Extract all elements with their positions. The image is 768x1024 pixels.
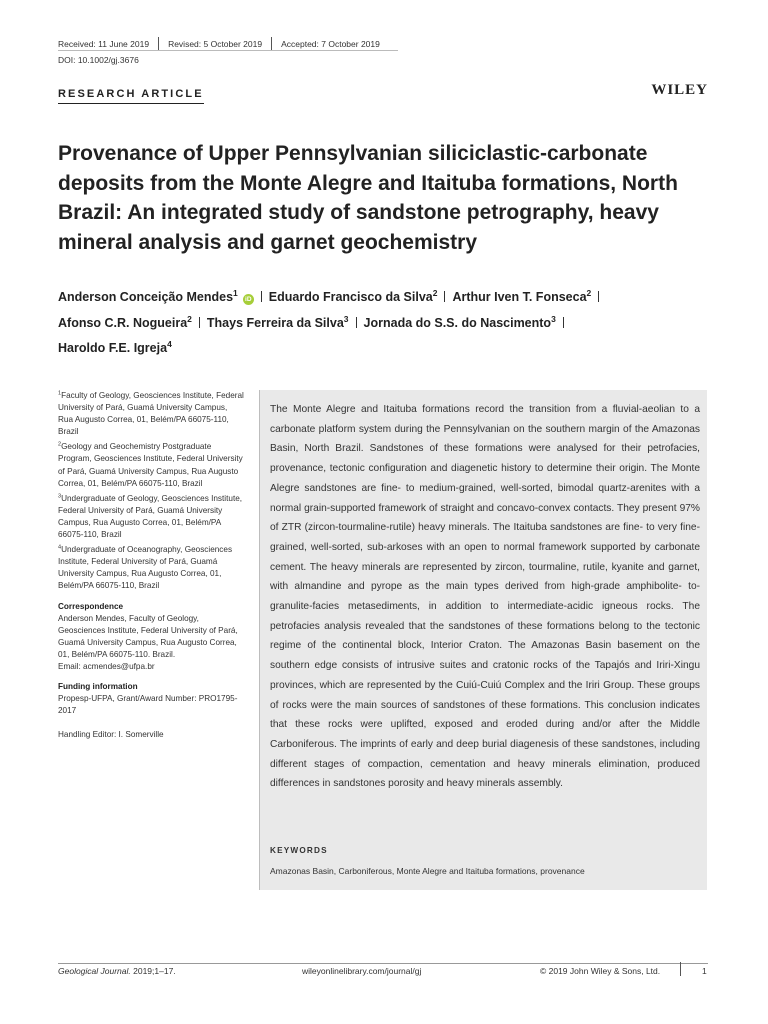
accepted-date: Accepted: 7 October 2019 <box>281 39 380 49</box>
author-divider <box>199 317 200 328</box>
article-title: Provenance of Upper Pennsylvanian siliciclastic-carbonate deposits from the Monte Alegre and Itaituba formations, North Brazil: An integrated study of sandstone petrography, heavy mineral analysis and garnet geochemistry <box>58 142 678 254</box>
affiliation <box>58 544 244 592</box>
footer-rule <box>58 963 708 964</box>
date-divider <box>158 37 159 51</box>
date-divider <box>271 37 272 51</box>
revised-date: Revised: 5 October 2019 <box>168 39 263 49</box>
correspondence-heading: Correspondence <box>58 601 124 611</box>
footer-divider <box>680 962 681 976</box>
affiliation <box>58 441 244 489</box>
footer-copyright: © 2019 John Wiley & Sons, Ltd. <box>540 966 661 976</box>
author-name[interactable]: Thays Ferreira da Silva <box>206 315 344 330</box>
affiliation <box>58 493 244 541</box>
affiliation-text: Faculty of Geology, Geosciences Institute, Federal University of Pará, Guamá University Campus, Rua Augusto Correa, 01, Belém/PA 66075-110, Brazil <box>58 391 244 437</box>
keywords-text: Amazonas Basin, Carboniferous, Monte Alegre and Itaituba formations, provenance <box>270 866 585 876</box>
header-rule <box>58 50 398 51</box>
left-column <box>58 390 244 749</box>
affiliation-number: 4 <box>58 544 62 551</box>
author-divider <box>598 291 599 302</box>
author-affiliation-ref: 1 <box>233 287 238 298</box>
author-name[interactable]: Anderson Conceição Mendes <box>58 290 234 304</box>
affiliation-number: 2 <box>58 441 62 448</box>
funding-text: Propesp-UFPA, Grant/Award Number: PRO1795-2017 <box>58 694 238 716</box>
author-divider <box>356 317 357 328</box>
page-number: 1 <box>702 966 707 976</box>
correspondence-section <box>58 601 244 674</box>
author-name[interactable]: Jornada do S.S. do Nascimento <box>363 315 552 330</box>
funding-heading: Funding information <box>58 682 138 692</box>
author-affiliation-ref: 3 <box>551 313 556 324</box>
footer-citation <box>58 966 176 976</box>
footer-journal-name: Geological Journal. <box>58 966 131 976</box>
author-name[interactable]: Arthur Iven T. Fonseca <box>452 290 587 304</box>
orcid-icon[interactable]: iD <box>243 294 254 305</box>
author-divider <box>444 291 445 302</box>
article-type-label: RESEARCH ARTICLE <box>58 88 204 104</box>
author-affiliation-ref: 2 <box>586 287 592 298</box>
author-divider <box>563 317 564 328</box>
received-date: Received: 11 June 2019 <box>58 39 150 49</box>
affiliation <box>58 390 244 438</box>
doi[interactable]: DOI: 10.1002/gj.3676 <box>58 55 139 65</box>
footer-year-pages: 2019;1–17. <box>130 966 176 976</box>
footer-journal-url[interactable]: wileyonlinelibrary.com/journal/gj <box>302 966 422 976</box>
keywords-heading: KEYWORDS <box>270 846 328 855</box>
author-list <box>58 285 718 362</box>
abstract-text: The Monte Alegre and Itaituba formations record the transition from a fluvial-aeolian to a carbonate platform system during the Pennsylvanian on the southern margin of the Amazonas Basin, North Brazil. Sandstones of these formations were analysed for their petrofacies, provenance, tectonic configuration and diagenetic history to determine their origin. The Monte Alegre sandstones are fine- to medium-grained, well-sorted, bimodal quartz-arenites with a normal grain-supported framework of straight and concavo-convex contacts. They present 97% of ZTR (zircon-tourmaline-rutile) heavy minerals. The Itaituba sandstones are fine- to very fine-grained, well-sorted, sub-arkoses with an open to normal framework supported by carbonate cement. The heavy minerals are represented by zircon, tourmaline, rutile, kyanite and garnet, with almandine and pyrope as the main types derived from high-grade amphibolite- to- granulite-facies metasediments, in addition to intermediate-acidic igneous rocks. The petrofacies analysis revealed that the sandstones of these formations belong to the tectonic regime of the continental block, Interior Craton. The Amazonas Basin basement on the southern edge consists of intrusive suites and cratonic rocks of the Tapajós and Iriri-Xingu provinces, which are represented by the Cuiú-Cuiú Complex and the Iriri Group. These groups of rocks were the main sources of sandstones of these formations. This conclusion indicates that these rocks were uplifted, exposed and eroded during and/or after the Middle Carboniferous. The imprints of early and deep burial diagenesis of these sandstones, including different stages of compaction, cementation and heavy minerals elimination, produced differences in sandstones porosity and heavy minerals assembly. <box>270 404 700 790</box>
author-name[interactable]: Afonso C.R. Nogueira <box>58 315 188 330</box>
affiliation-text: Undergraduate of Oceanography, Geosciences Institute, Federal University of Pará, Guamá University Campus, Rua Augusto Correa, 01, Belém/PA 66075-110, Brazil <box>58 545 233 591</box>
publisher-logo: WILEY <box>651 82 708 98</box>
author-affiliation-ref: 4 <box>167 338 172 349</box>
affiliation-text: Geology and Geochemistry Postgraduate Program, Geosciences Institute, Federal University of Pará, Guamá University Campus, Rua Augusto Correa, 01, Belém/PA 66075-110, Brazil <box>58 442 243 488</box>
author-affiliation-ref: 3 <box>343 313 349 324</box>
author-affiliation-ref: 2 <box>432 287 438 298</box>
correspondence-text: Anderson Mendes, Faculty of Geology, Geosciences Institute, Federal University of Pará, Guamá University Campus, Rua Augusto Correa, 01, Belém/PA 66075-110. Brazil. <box>58 613 238 659</box>
author-name[interactable]: Eduardo Francisco da Silva <box>268 290 433 304</box>
author-divider <box>261 291 262 302</box>
correspondence-email[interactable]: Email: acmendes@ufpa.br <box>58 661 155 671</box>
affiliation-number: 3 <box>58 493 62 500</box>
handling-editor: Handling Editor: I. Somerville <box>58 730 164 740</box>
affiliation-number: 1 <box>58 390 62 397</box>
funding-section <box>58 681 244 717</box>
affiliation-text: Undergraduate of Geology, Geosciences Institute, Federal University of Pará, Guamá University Campus, Rua Augusto Correa, 01, Belém/PA 66075-110, Brazil <box>58 493 243 540</box>
author-affiliation-ref: 2 <box>187 313 192 324</box>
author-name[interactable]: Haroldo F.E. Igreja <box>58 341 168 355</box>
publication-dates <box>58 37 380 51</box>
